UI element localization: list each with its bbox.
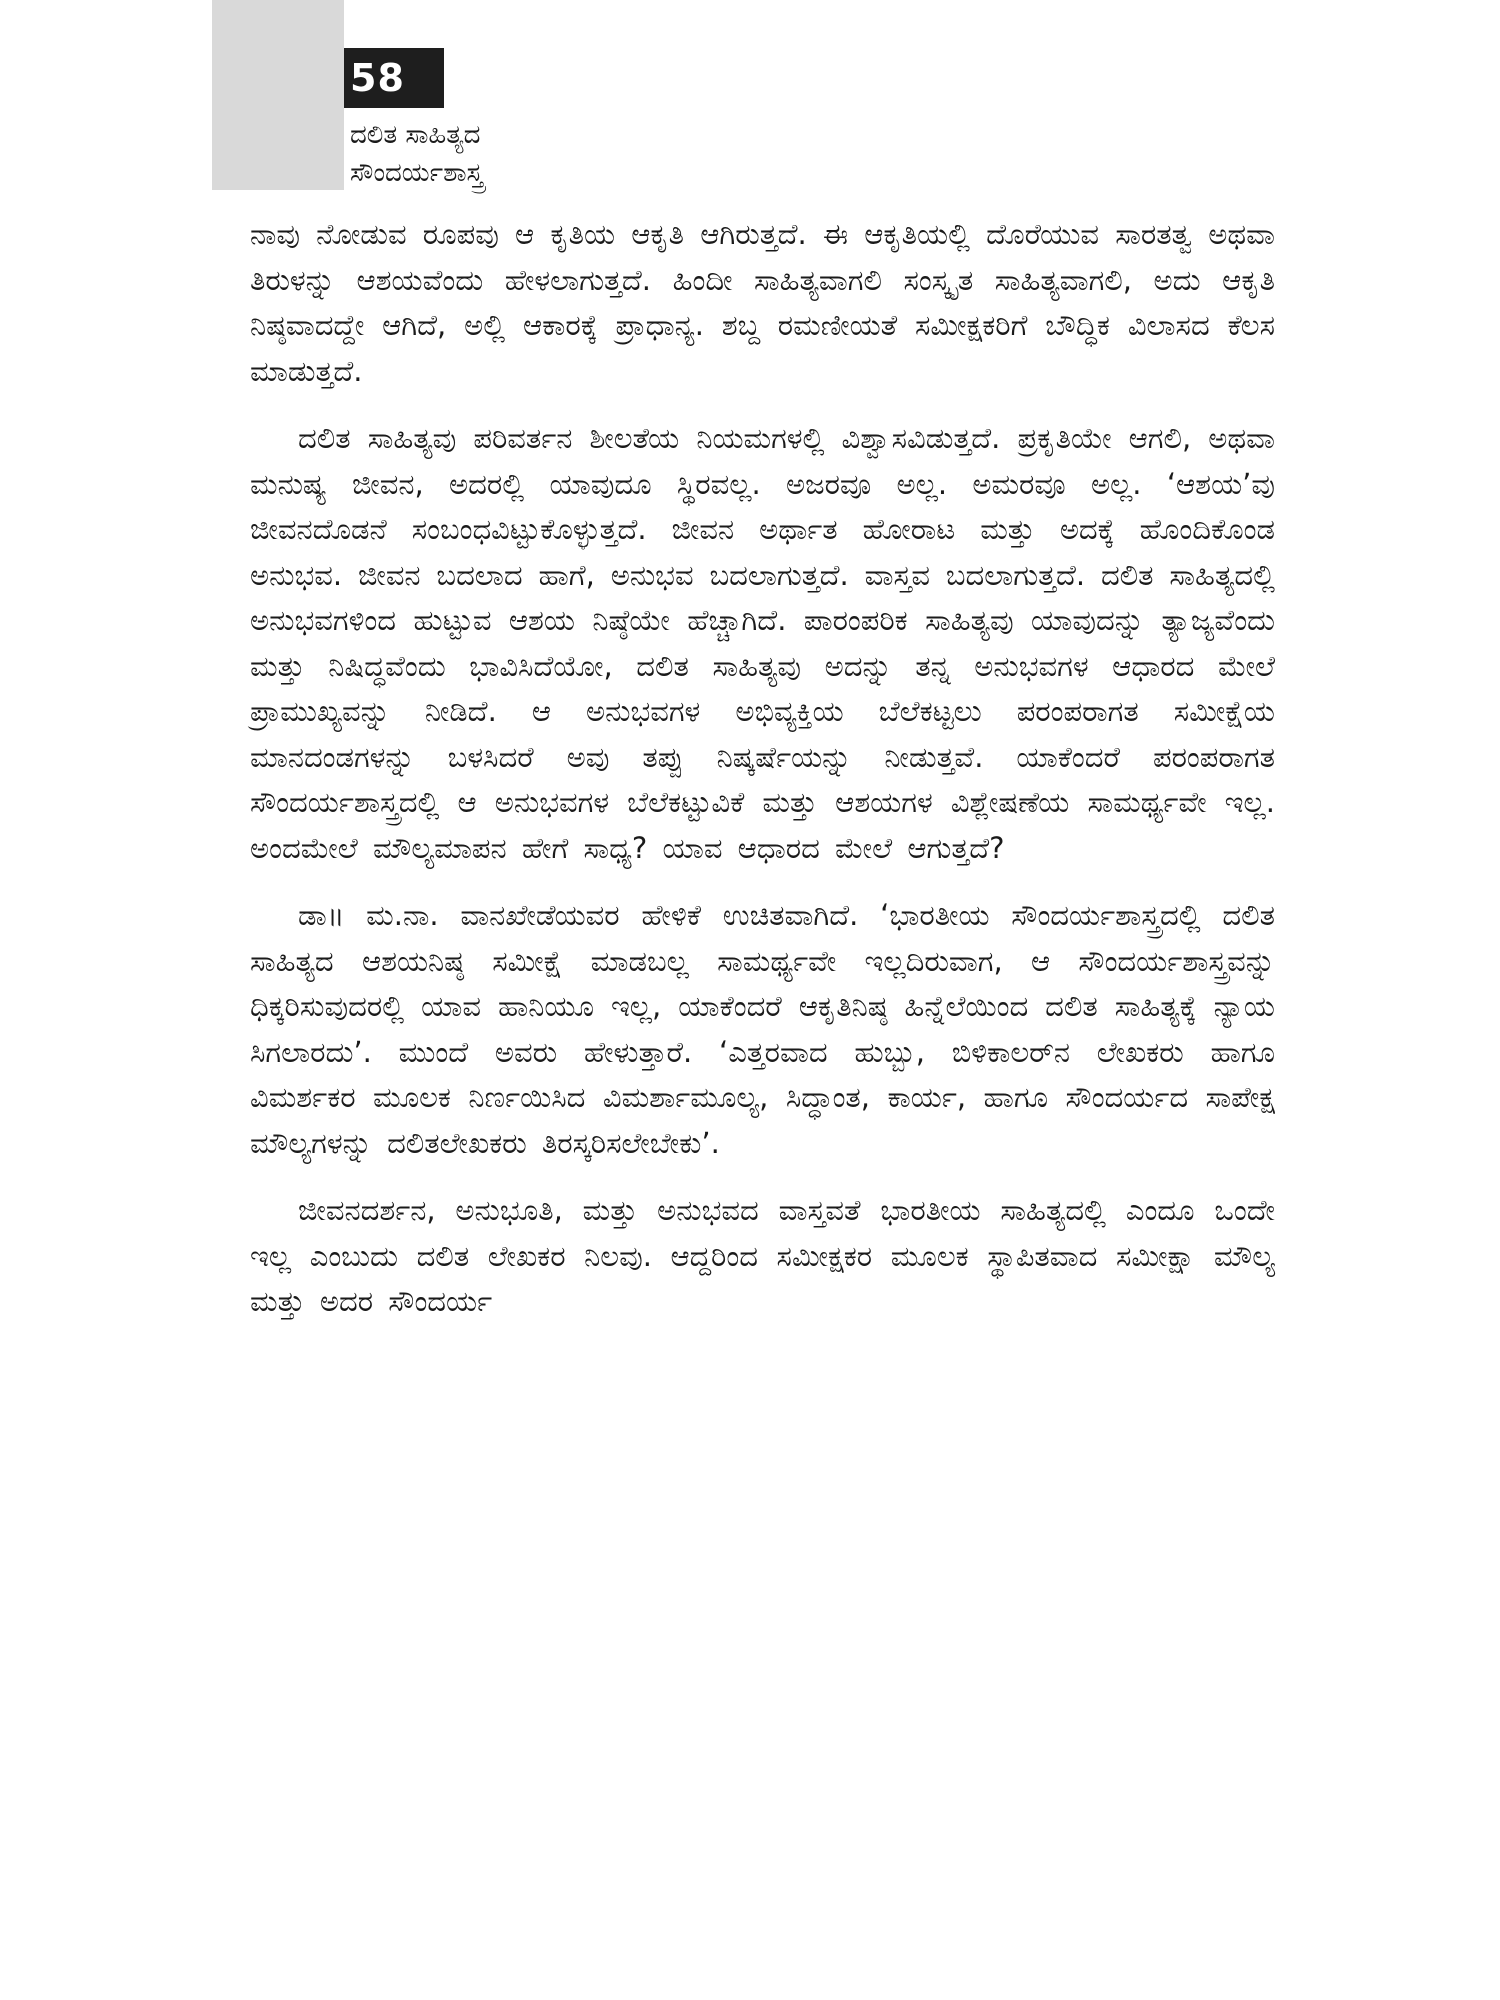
header-title-line-2: ಸೌಂದರ್ಯಶಾಸ್ತ್ರ xyxy=(350,158,484,188)
paragraph-2: ದಲಿತ ಸಾಹಿತ್ಯವು ಪರಿವರ್ತನ ಶೀಲತೆಯ ನಿಯಮಗಳಲ್ಲಿ ವಿಶ್ವಾಸವಿಡುತ್ತದೆ. ಪ್ರಕೃತಿಯೇ ಆಗಲಿ, ಅಥವಾ ಮನುಷ್ಯ ಜೀವನ, ಅದರಲ್ಲಿ ಯಾವುದೂ ಸ್ಥಿರವಲ್ಲ. ಅಜರವೂ ಅಲ್ಲ. ಅಮರವೂ ಅಲ್ಲ. ‘ಆಶಯ’ವು ಜೀವನದೊಡನೆ ಸಂಬಂಧವಿಟ್ಟುಕೊಳ್ಳುತ್ತದೆ. ಜೀವನ ಅರ್ಥಾತ ಹೋರಾಟ ಮತ್ತು ಅದಕ್ಕೆ ಹೊಂದಿಕೊಂಡ ಅನುಭವ. ಜೀವನ ಬದಲಾದ ಹಾಗೆ, ಅನುಭವ ಬದಲಾಗುತ್ತದೆ. ವಾಸ್ತವ ಬದಲಾಗುತ್ತದೆ. ದಲಿತ ಸಾಹಿತ್ಯದಲ್ಲಿ ಅನುಭವಗಳಿಂದ ಹುಟ್ಟುವ ಆಶಯ ನಿಷ್ಠೆಯೇ ಹೆಚ್ಚಾಗಿದೆ. ಪಾರಂಪರಿಕ ಸಾಹಿತ್ಯವು ಯಾವುದನ್ನು ತ್ಯಾಜ್ಯವೆಂದು ಮತ್ತು ನಿಷಿದ್ಧವೆಂದು ಭಾವಿಸಿದೆಯೋ, ದಲಿತ ಸಾಹಿತ್ಯವು ಅದನ್ನು ತನ್ನ ಅನುಭವಗಳ ಆಧಾರದ ಮೇಲೆ ಪ್ರಾಮುಖ್ಯವನ್ನು ನೀಡಿದೆ. ಆ ಅನುಭವಗಳ ಅಭಿವ್ಯಕ್ತಿಯ ಬೆಲೆಕಟ್ಟಲು ಪರಂಪರಾಗತ ಸಮೀಕ್ಷೆಯ ಮಾನದಂಡಗಳನ್ನು ಬಳಸಿದರೆ ಅವು ತಪ್ಪು ನಿಷ್ಕರ್ಷೆಯನ್ನು ನೀಡುತ್ತವೆ. ಯಾಕೆಂದರೆ ಪರಂಪರಾಗತ ಸೌಂದರ್ಯಶಾಸ್ತ್ರದಲ್ಲಿ ಆ ಅನುಭವಗಳ ಬೆಲೆಕಟ್ಟುವಿಕೆ ಮತ್ತು ಆಶಯಗಳ ವಿಶ್ಲೇಷಣೆಯ ಸಾಮರ್ಥ್ಯವೇ ಇಲ್ಲ. ಅಂದಮೇಲೆ ಮೌಲ್ಯಮಾಪನ ಹೇಗೆ ಸಾಧ್ಯ? ಯಾವ ಆಧಾರದ ಮೇಲೆ ಆಗುತ್ತದೆ? xyxy=(250,421,1275,865)
header-gray-block xyxy=(212,0,344,190)
header-title-line-1: ದಲಿತ ಸಾಹಿತ್ಯದ xyxy=(350,120,481,150)
paragraph-3: ಡಾ॥ ಮ.ನಾ. ವಾನಖೇಡೆಯವರ ಹೇಳಿಕೆ ಉಚಿತವಾಗಿದೆ. ‘ಭಾರತೀಯ ಸೌಂದರ್ಯಶಾಸ್ತ್ರದಲ್ಲಿ ದಲಿತ ಸಾಹಿತ್ಯದ ಆಶಯನಿಷ್ಠ ಸಮೀಕ್ಷೆ ಮಾಡಬಲ್ಲ ಸಾಮರ್ಥ್ಯವೇ ಇಲ್ಲದಿರುವಾಗ, ಆ ಸೌಂದರ್ಯಶಾಸ್ತ್ರವನ್ನು ಧಿಕ್ಕರಿಸುವುದರಲ್ಲಿ ಯಾವ ಹಾನಿಯೂ ಇಲ್ಲ, ಯಾಕೆಂದರೆ ಆಕೃತಿನಿಷ್ಠ ಹಿನ್ನೆಲೆಯಿಂದ ದಲಿತ ಸಾಹಿತ್ಯಕ್ಕೆ ನ್ಯಾಯ ಸಿಗಲಾರದು’. ಮುಂದೆ ಅವರು ಹೇಳುತ್ತಾರೆ. ‘ಎತ್ತರವಾದ ಹುಬ್ಬು, ಬಿಳಿಕಾಲರ್‌ನ ಲೇಖಕರು ಹಾಗೂ ವಿಮರ್ಶಕರ ಮೂಲಕ ನಿರ್ಣಯಿಸಿದ ವಿಮರ್ಶಾಮೂಲ್ಯ, ಸಿದ್ಧಾಂತ, ಕಾರ್ಯ, ಹಾಗೂ ಸೌಂದರ್ಯದ ಸಾಪೇಕ್ಷ ಮೌಲ್ಯಗಳನ್ನು ದಲಿತಲೇಖಕರು ತಿರಸ್ಕರಿಸಲೇಬೇಕು’. xyxy=(250,898,1275,1160)
running-header-title xyxy=(350,116,483,192)
paragraph-4: ಜೀವನದರ್ಶನ, ಅನುಭೂತಿ, ಮತ್ತು ಅನುಭವದ ವಾಸ್ತವತೆ ಭಾರತೀಯ ಸಾಹಿತ್ಯದಲ್ಲಿ ಎಂದೂ ಒಂದೇ ಇಲ್ಲ ಎಂಬುದು ದಲಿತ ಲೇಖಕರ ನಿಲವು. ಆದ್ದರಿಂದ ಸಮೀಕ್ಷಕರ ಮೂಲಕ ಸ್ಥಾಪಿತವಾದ ಸಮೀಕ್ಷಾ ಮೌಲ್ಯ ಮತ್ತು ಅದರ ಸೌಂದರ್ಯ xyxy=(250,1193,1275,1318)
paragraph-1: ನಾವು ನೋಡುವ ರೂಪವು ಆ ಕೃತಿಯ ಆಕೃತಿ ಆಗಿರುತ್ತದೆ. ಈ ಆಕೃತಿಯಲ್ಲಿ ದೊರೆಯುವ ಸಾರತತ್ವ ಅಥವಾ ತಿರುಳನ್ನು ಆಶಯವೆಂದು ಹೇಳಲಾಗುತ್ತದೆ. ಹಿಂದೀ ಸಾಹಿತ್ಯವಾಗಲಿ ಸಂಸ್ಕೃತ ಸಾಹಿತ್ಯವಾಗಲಿ, ಅದು ಆಕೃತಿ ನಿಷ್ಠವಾದದ್ದೇ ಆಗಿದೆ, ಅಲ್ಲಿ ಆಕಾರಕ್ಕೆ ಪ್ರಾಧಾನ್ಯ. ಶಬ್ದ ರಮಣೀಯತೆ ಸಮೀಕ್ಷಕರಿಗೆ ಬೌದ್ಧಿಕ ವಿಲಾಸದ ಕೆಲಸ ಮಾಡುತ್ತದೆ. xyxy=(250,217,1275,388)
page-number: 58 xyxy=(344,48,444,108)
body-text xyxy=(250,212,1275,1347)
